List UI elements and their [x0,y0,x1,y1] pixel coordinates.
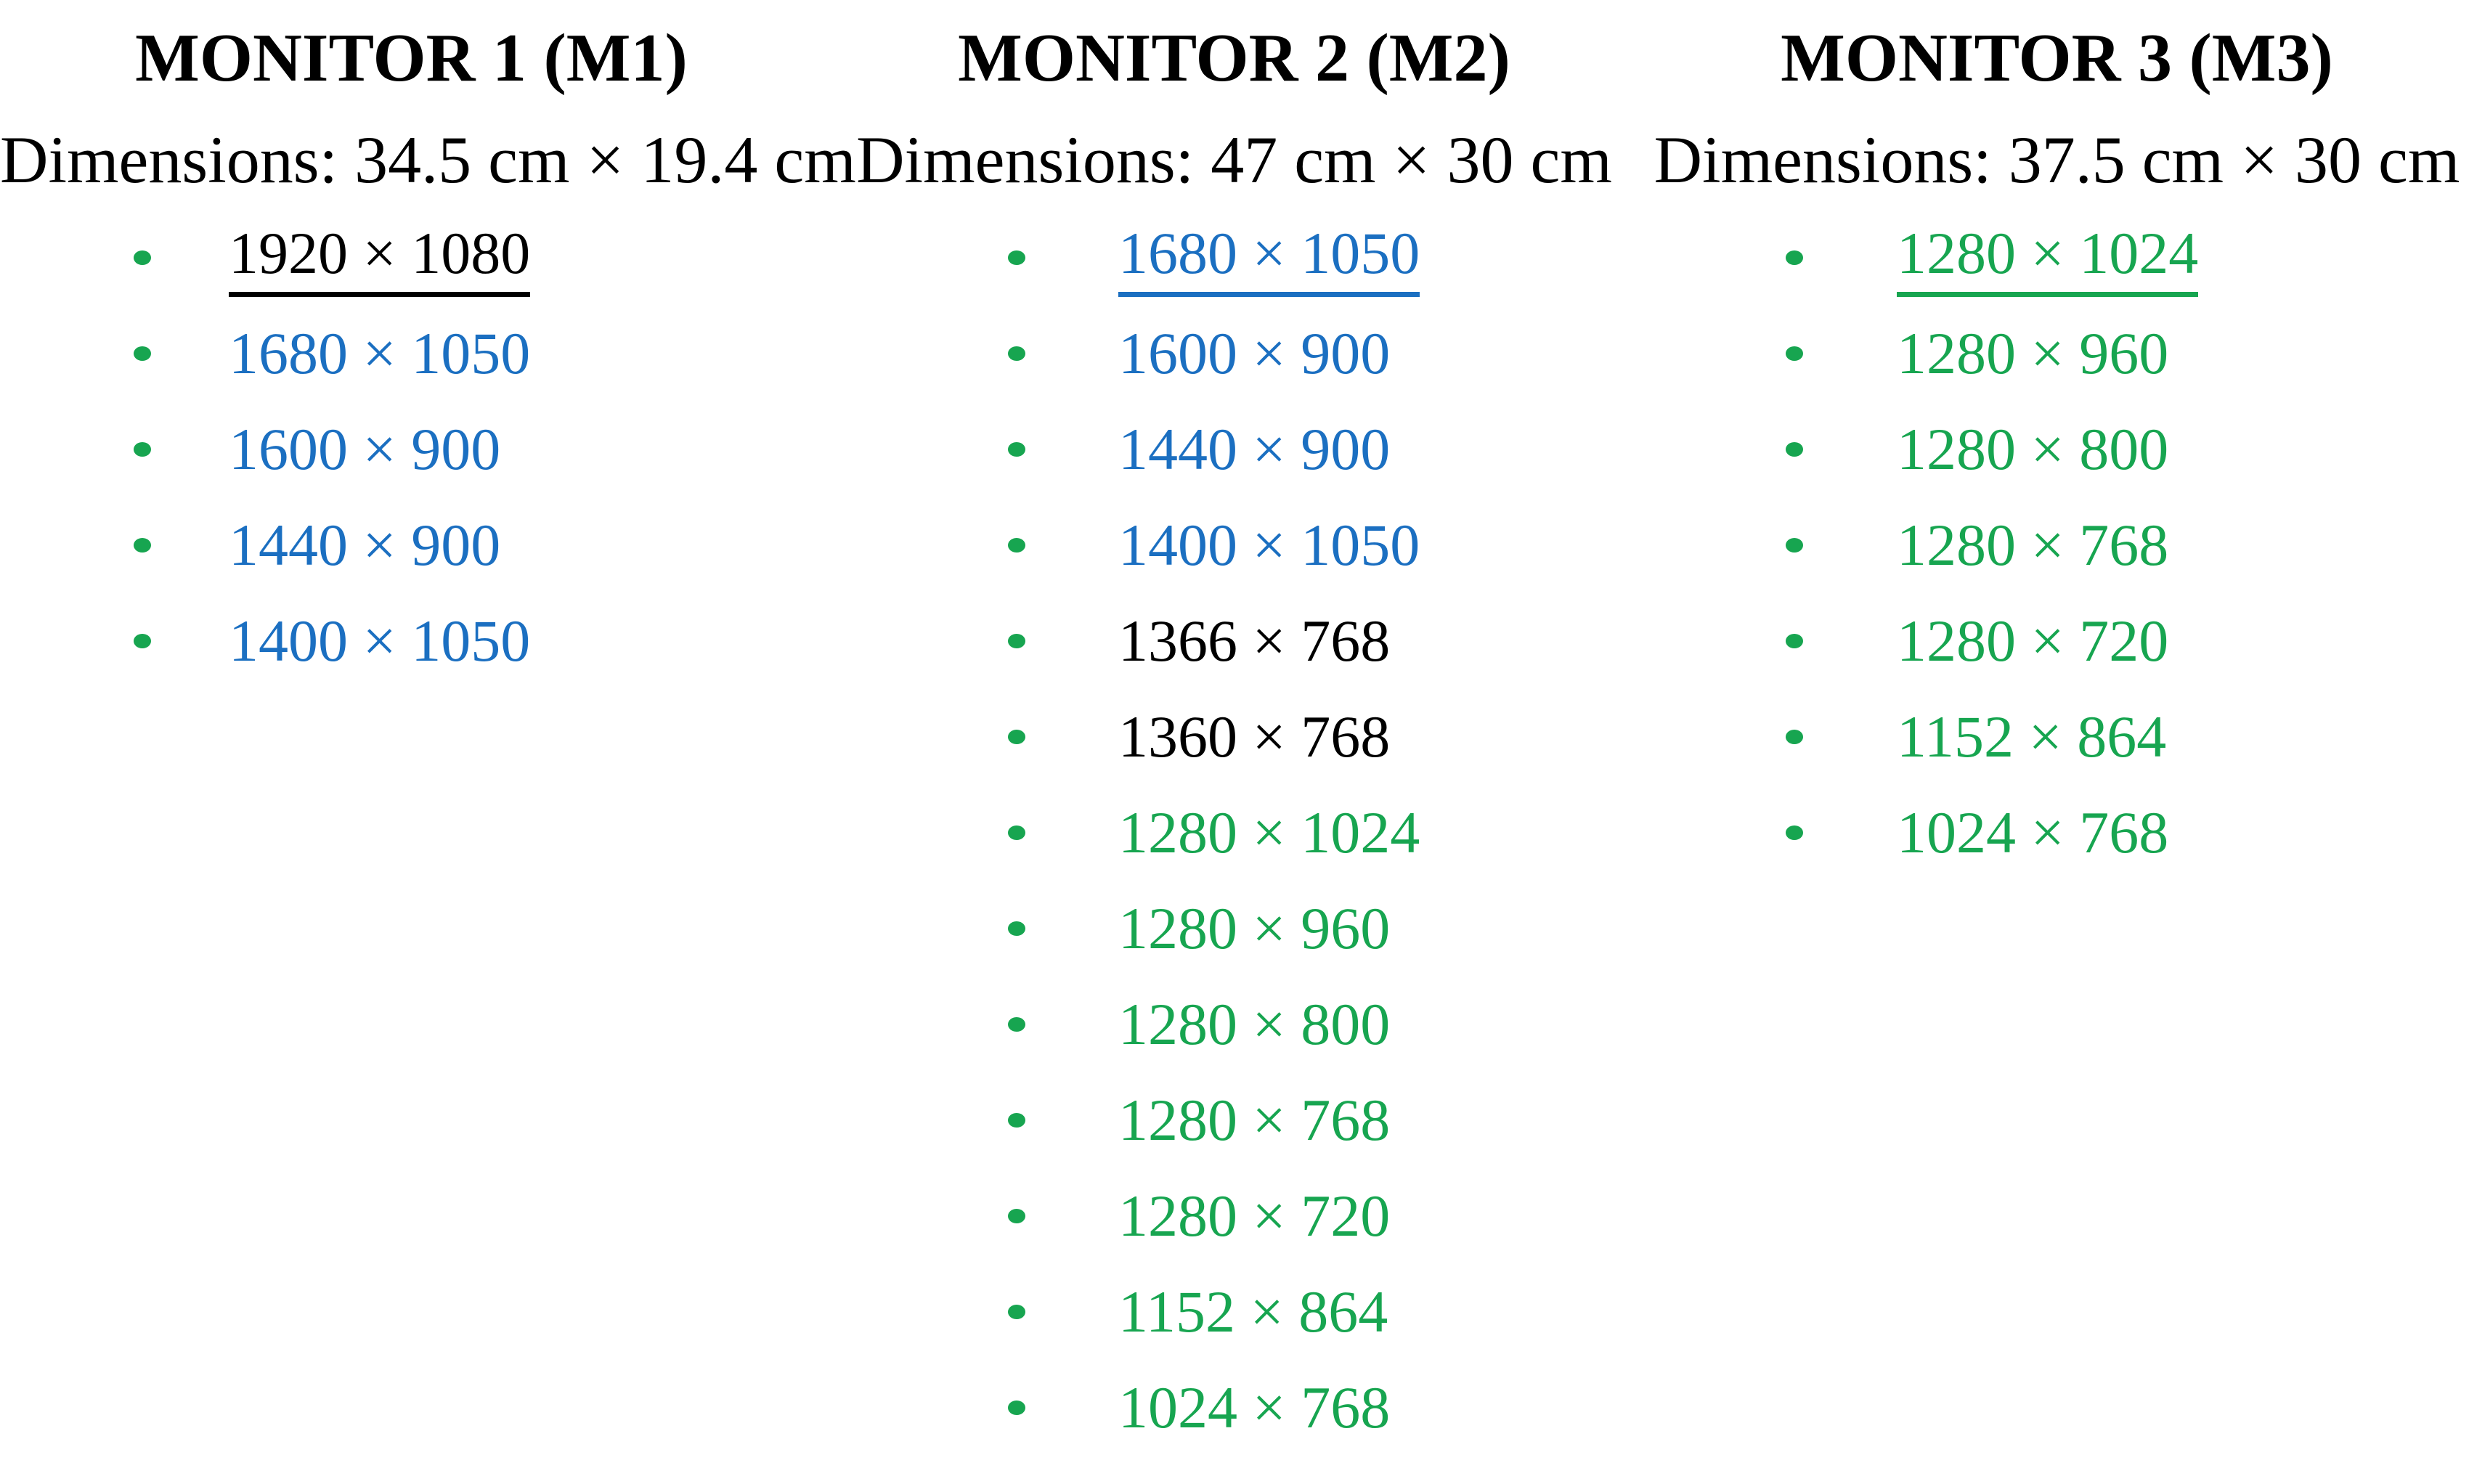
monitor-2-title: MONITOR 2 (M2) [958,20,1510,96]
resolution-item [823,306,1646,401]
resolution-item [1646,593,2468,689]
resolution-item [0,593,823,689]
resolution-item [1646,689,2468,785]
monitor-3-title: MONITOR 3 (M3) [1781,20,2333,96]
monitor-1-title: MONITOR 1 (M1) [135,20,688,96]
resolution-label: 1400 × 1050 [229,608,531,674]
resolution-item [0,210,823,306]
monitor-2-dimensions: Dimensions: 47 cm × 30 cm [856,123,1612,197]
resolution-item [1646,497,2468,593]
bullet-icon [1008,1401,1025,1415]
resolution-item [823,210,1646,306]
bullet-icon [1008,538,1025,553]
monitor-2-resolution-list [823,210,1646,1456]
bullet-icon [1008,346,1025,361]
bullet-icon [1008,730,1025,744]
resolution-label: 1360 × 768 [1118,704,1391,770]
monitor-2-column [823,0,1646,1484]
resolution-item [823,977,1646,1072]
bullet-icon [1008,1017,1025,1032]
resolution-label: 1280 × 768 [1118,1087,1391,1153]
bullet-icon [134,634,151,648]
resolution-label: 1280 × 960 [1897,320,2169,386]
resolution-item [823,401,1646,497]
bullet-icon [1008,825,1025,840]
bullet-icon [134,346,151,361]
resolution-item [823,497,1646,593]
resolution-item [823,1168,1646,1264]
monitor-1-column [0,0,856,1484]
resolution-item [1646,306,2468,401]
resolution-label: 1680 × 1050 [229,320,531,386]
monitor-1-resolution-list [0,210,823,689]
resolution-item [823,593,1646,689]
bullet-icon [1786,825,1803,840]
resolution-item [1646,210,2468,306]
bullet-icon [1008,921,1025,936]
resolution-item [823,881,1646,977]
resolution-item [0,401,823,497]
resolution-label: 1280 × 720 [1897,608,2169,674]
resolution-label: 1024 × 768 [1118,1374,1391,1440]
monitor-1-dimensions: Dimensions: 34.5 cm × 19.4 cm [0,123,856,197]
resolution-item [1646,401,2468,497]
resolution-label: 1920 × 1080 [229,219,530,297]
bullet-icon [1786,346,1803,361]
bullet-icon [1008,250,1025,265]
bullet-icon [1786,730,1803,744]
bullet-icon [1786,250,1803,265]
bullet-icon [1786,634,1803,648]
monitor-3-resolution-list [1646,210,2468,881]
resolution-label: 1152 × 864 [1897,704,2167,770]
resolution-item [823,1072,1646,1168]
resolution-label: 1280 × 800 [1897,416,2169,482]
resolution-label: 1366 × 768 [1118,608,1391,674]
resolution-label: 1152 × 864 [1118,1279,1388,1345]
resolution-label: 1280 × 768 [1897,512,2169,578]
resolution-item [0,306,823,401]
resolution-label: 1280 × 960 [1118,895,1391,961]
bullet-icon [1008,1305,1025,1319]
resolution-item [0,497,823,593]
resolution-label: 1280 × 800 [1118,991,1391,1057]
monitor-3-dimensions: Dimensions: 37.5 cm × 30 cm [1654,123,2460,197]
resolution-label: 1600 × 900 [1118,320,1391,386]
resolution-label: 1440 × 900 [1118,416,1391,482]
monitor-3-column [1646,0,2468,1484]
bullet-icon [1008,1209,1025,1223]
bullet-icon [1786,442,1803,457]
bullet-icon [1008,634,1025,648]
resolution-item [823,689,1646,785]
resolution-label: 1400 × 1050 [1118,512,1420,578]
resolution-label: 1600 × 900 [229,416,501,482]
bullet-icon [134,250,151,265]
resolution-label: 1280 × 1024 [1118,799,1420,865]
bullet-icon [1008,442,1025,457]
resolution-item [1646,785,2468,881]
resolution-item [823,785,1646,881]
resolution-label: 1680 × 1050 [1118,219,1420,297]
bullet-icon [1008,1113,1025,1128]
bullet-icon [1786,538,1803,553]
bullet-icon [134,442,151,457]
resolution-item [823,1264,1646,1360]
resolution-label: 1024 × 768 [1897,799,2169,865]
resolution-item [823,1360,1646,1456]
resolution-label: 1440 × 900 [229,512,501,578]
resolution-label: 1280 × 720 [1118,1183,1391,1249]
bullet-icon [134,538,151,553]
resolution-label: 1280 × 1024 [1897,219,2198,297]
